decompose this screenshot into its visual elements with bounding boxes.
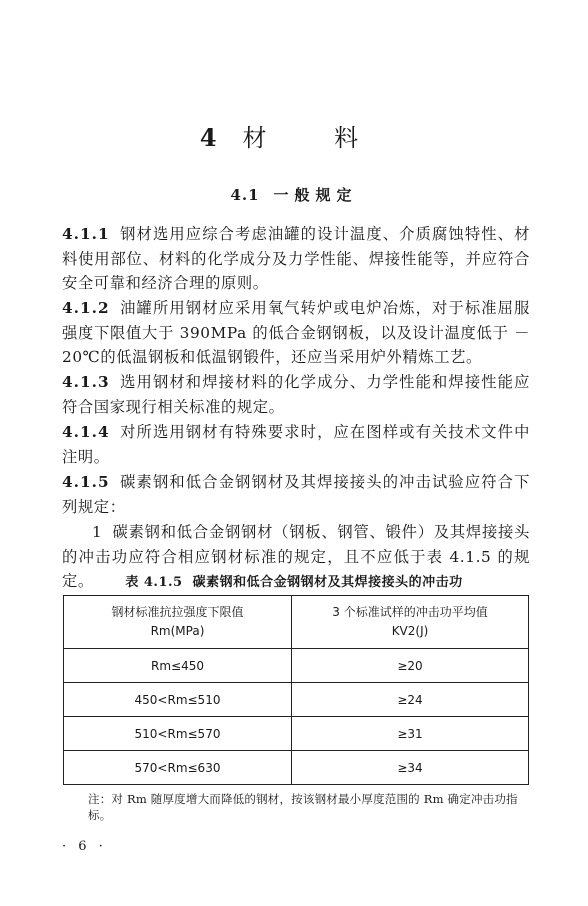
- clause-text: 碳素钢和低合金钢钢材及其焊接接头的冲击试验应符合下列规定：: [62, 473, 530, 516]
- clause-text: 油罐所用钢材应采用氧气转炉或电炉冶炼，对于标准屈服强度下限值大于 390MPa 的低合金钢钢板，以及设计温度低于 －20℃的低温钢板和低温钢锻件，还应当采用炉外精炼工艺。: [62, 299, 530, 367]
- clause-number: 4.1.1: [62, 225, 110, 243]
- table-caption: [0, 571, 588, 590]
- cell-impact-value: ≥20: [292, 649, 529, 683]
- page-number: · 6 ·: [62, 839, 107, 854]
- clause-text: 钢材选用应综合考虑油罐的设计温度、介质腐蚀特性、材料使用部位、材料的化学成分及力学性能、焊接性能等，并应符合安全可靠和经济合理的原则。: [62, 225, 530, 293]
- clause-number: 4.1.4: [62, 423, 110, 441]
- chapter-heading: [0, 118, 588, 153]
- table-row: [64, 683, 529, 717]
- section-title: 一般规定: [273, 186, 358, 204]
- header-strength: [64, 596, 292, 649]
- cell-strength-range: Rm≤450: [64, 649, 292, 683]
- chapter-title: 材 料: [242, 124, 389, 152]
- table-row: [64, 717, 529, 751]
- cell-strength-range: 510<Rm≤570: [64, 717, 292, 751]
- header-impact: [292, 596, 529, 649]
- item-number: 1: [92, 523, 103, 541]
- table-row: [64, 649, 529, 683]
- header-strength-line1: 钢材标准抗拉强度下限值: [111, 605, 244, 619]
- chapter-number: 4: [199, 123, 217, 152]
- impact-energy-table: [63, 595, 529, 785]
- clause-4-1-5: [62, 470, 530, 519]
- clause-4-1-2: [62, 296, 530, 370]
- clause-4-1-3: [62, 370, 530, 419]
- clause-number: 4.1.2: [62, 299, 110, 317]
- clause-number: 4.1.3: [62, 373, 110, 391]
- table-row: [64, 751, 529, 785]
- cell-strength-range: 450<Rm≤510: [64, 683, 292, 717]
- cell-strength-range: 570<Rm≤630: [64, 751, 292, 785]
- clause-text: 选用钢材和焊接材料的化学成分、力学性能和焊接性能应符合国家现行相关标准的规定。: [62, 373, 530, 416]
- clause-4-1-1: [62, 222, 530, 296]
- section-heading: [0, 184, 588, 205]
- clause-text: 对所选用钢材有特殊要求时，应在图样或有关技术文件中注明。: [62, 423, 530, 466]
- table-caption-text: 碳素钢和低合金钢钢材及其焊接接头的冲击功: [192, 575, 463, 590]
- clause-number: 4.1.5: [62, 473, 110, 491]
- item-text: 碳素钢和低合金钢钢材（钢板、钢管、锻件）及其焊接接头的冲击功应符合相应钢材标准的规定，且不应低于表 4.1.5 的规定。: [62, 523, 530, 591]
- cell-impact-value: ≥31: [292, 717, 529, 751]
- table-header-row: [64, 596, 529, 649]
- cell-impact-value: ≥24: [292, 683, 529, 717]
- cell-impact-value: ≥34: [292, 751, 529, 785]
- header-impact-line2: KV2(J): [391, 624, 429, 638]
- table-note: 注：对 Rm 随厚度增大而降低的钢材，按该钢材最小厚度范围的 Rm 确定冲击功指标。: [88, 792, 518, 822]
- table-caption-number: 表 4.1.5: [125, 575, 183, 590]
- section-number: 4.1: [230, 186, 260, 204]
- clause-4-1-4: [62, 420, 530, 469]
- header-strength-line2: Rm(MPa): [150, 624, 205, 638]
- header-impact-line1: 3 个标准试样的冲击功平均值: [332, 605, 488, 619]
